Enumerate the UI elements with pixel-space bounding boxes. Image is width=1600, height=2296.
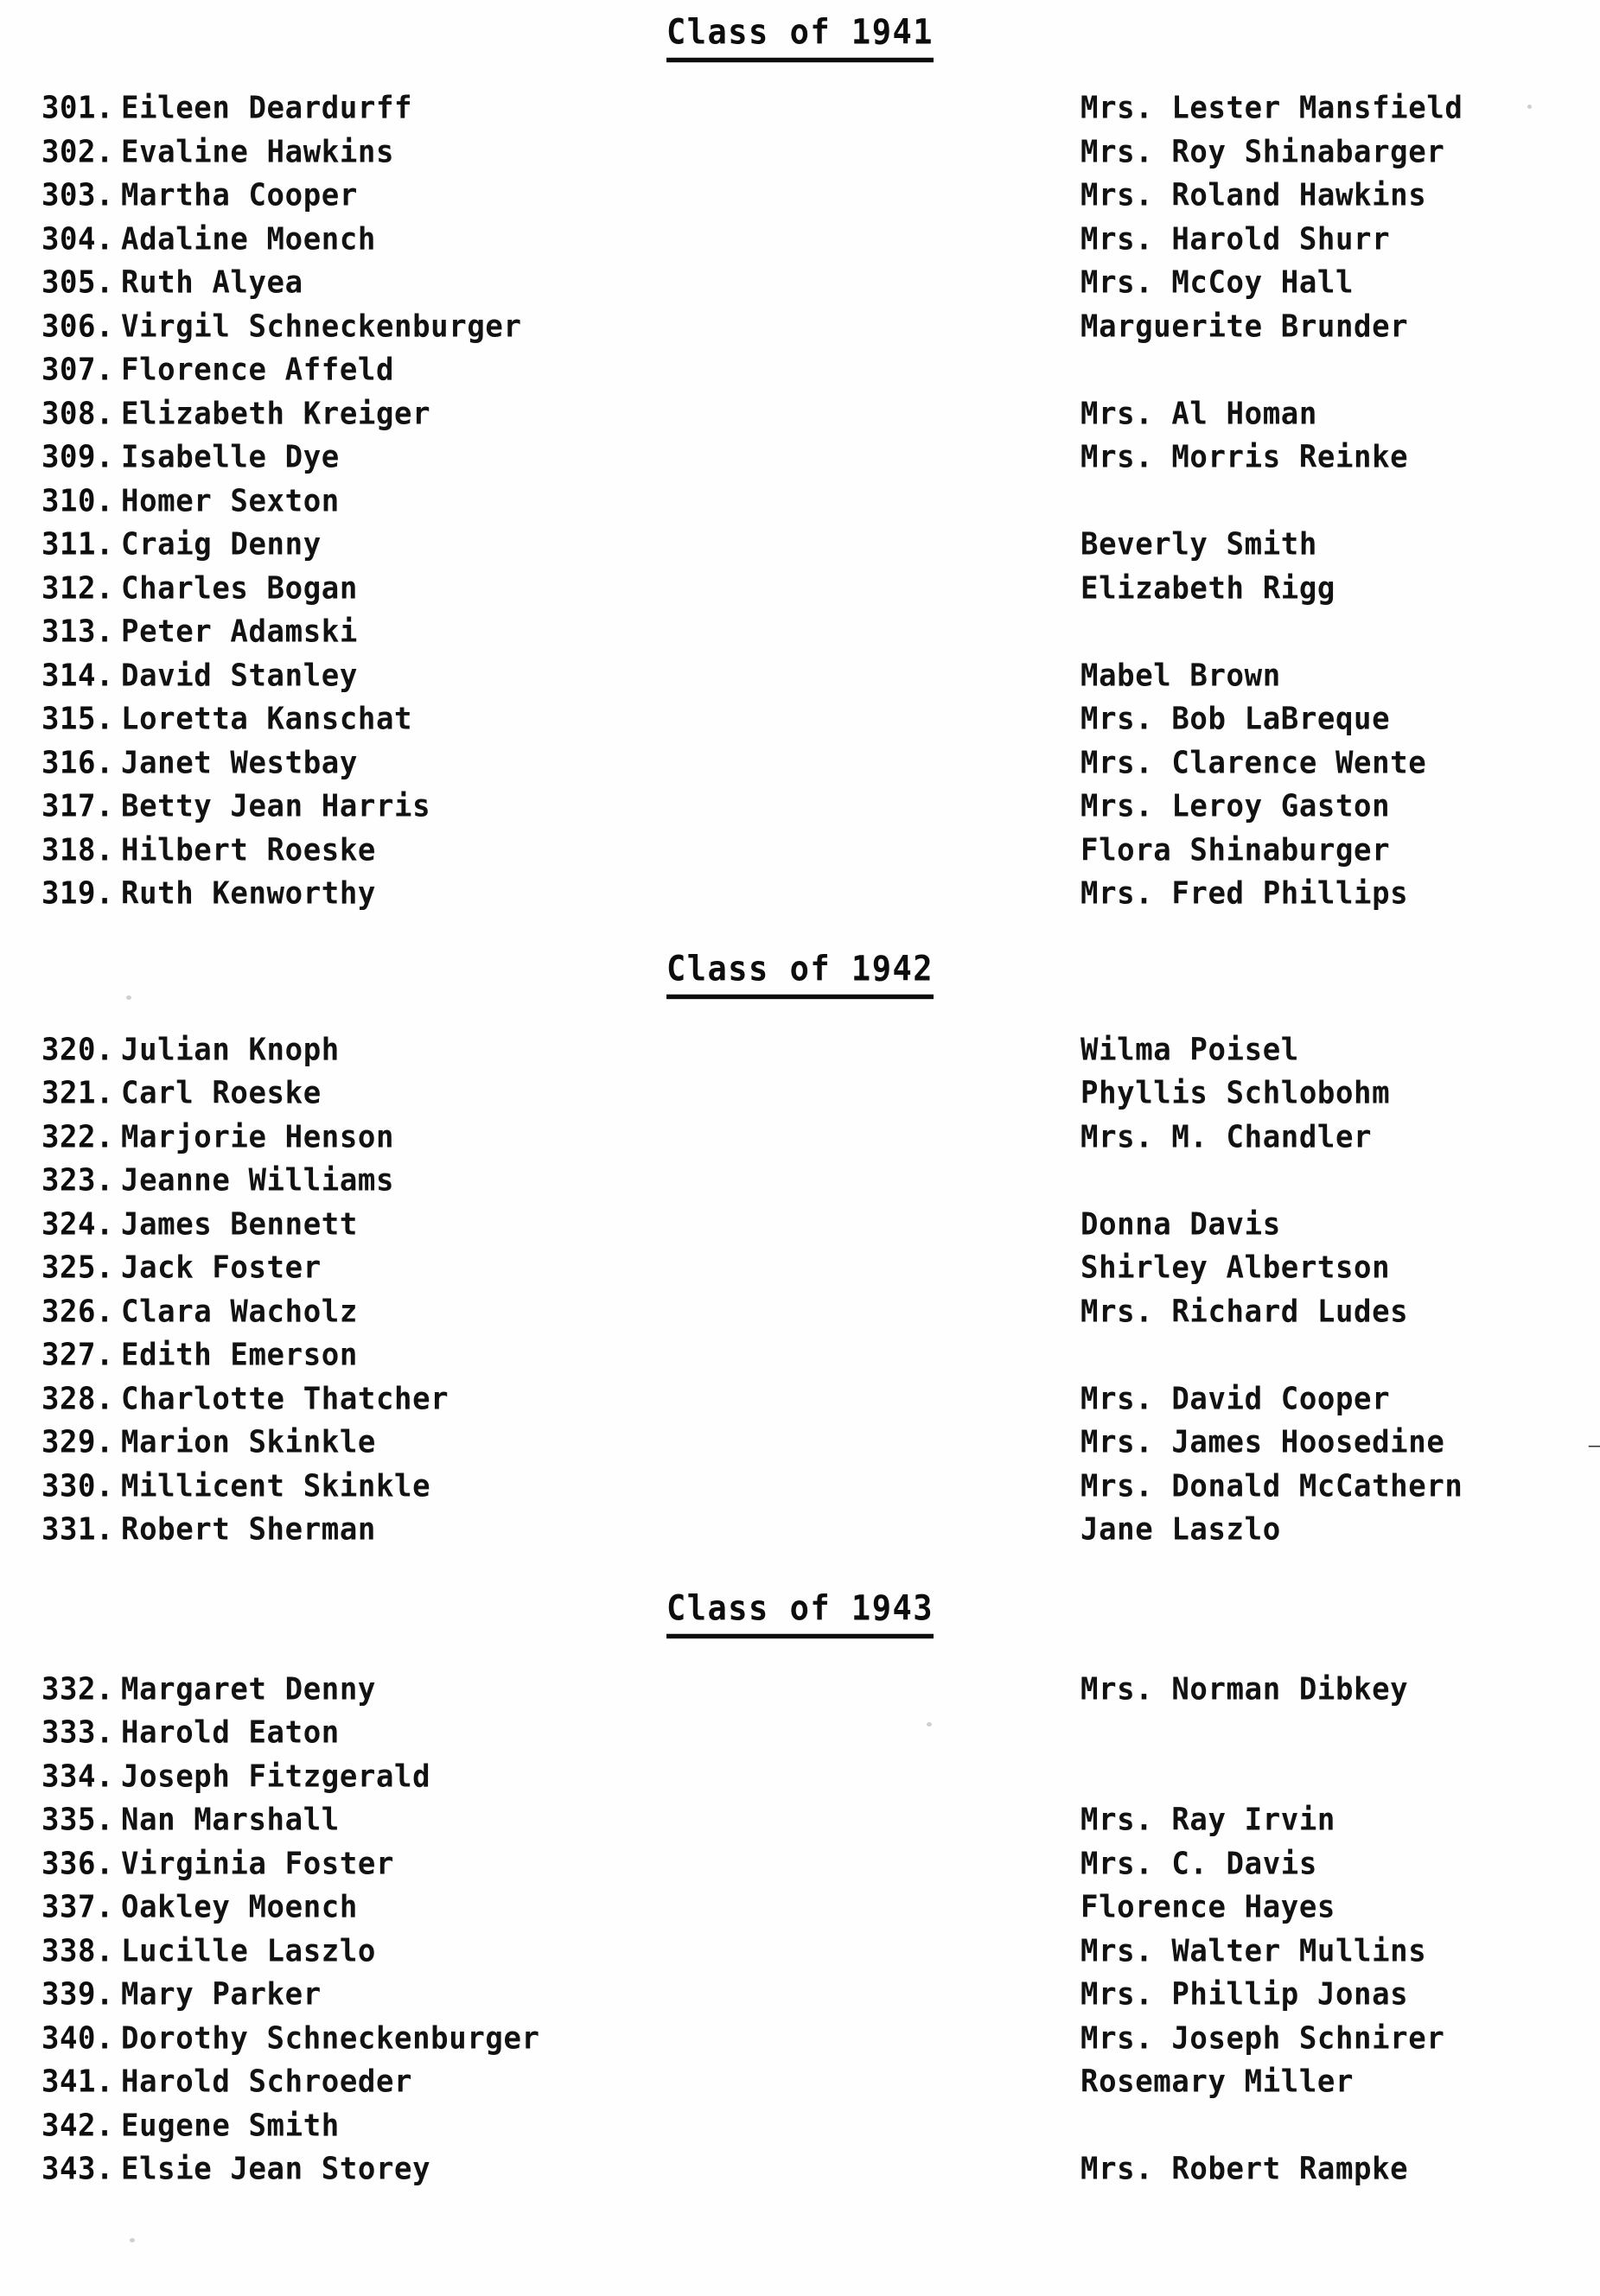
row-number: 335. (41, 1801, 114, 1838)
row-married-name: Jane Laszlo (1080, 1511, 1281, 1548)
row-number: 305. (41, 264, 114, 301)
table-row (0, 697, 1600, 741)
row-married-name: Flora Shinaburger (1080, 831, 1391, 868)
row-name: Mary Parker (121, 1975, 322, 2013)
table-row (0, 654, 1600, 698)
row-number: 312. (41, 569, 114, 607)
row-number: 311. (41, 525, 114, 563)
table-row (0, 2104, 1600, 2148)
row-number: 304. (41, 220, 114, 258)
row-number: 334. (41, 1758, 114, 1795)
table-row (0, 261, 1600, 305)
table-row (0, 348, 1600, 392)
row-name: Peter Adamski (121, 613, 358, 650)
table-row (0, 1377, 1600, 1421)
row-married-name: Mrs. Robert Rampke (1080, 2150, 1409, 2187)
section-heading-label: Class of 1941 (666, 12, 934, 62)
row-number: 339. (41, 1975, 114, 2013)
row-name: Craig Denny (121, 525, 322, 563)
row-number: 316. (41, 744, 114, 781)
row-name: Elizabeth Kreiger (121, 395, 431, 432)
row-married-name: Elizabeth Rigg (1080, 569, 1335, 607)
row-name: Betty Jean Harris (121, 787, 431, 824)
row-name: Evaline Hawkins (121, 133, 395, 170)
row-number: 329. (41, 1423, 114, 1460)
table-row (0, 1711, 1600, 1755)
roster-list-1942 (0, 997, 1600, 1552)
row-married-name: Mrs. M. Chandler (1080, 1118, 1373, 1155)
table-row (0, 305, 1600, 349)
row-number: 332. (41, 1670, 114, 1708)
row-number: 320. (41, 1031, 114, 1068)
row-married-name: Mrs. Bob LaBreque (1080, 700, 1391, 737)
row-number: 330. (41, 1467, 114, 1504)
table-row (0, 1755, 1600, 1799)
row-name: Carl Roeske (121, 1074, 322, 1111)
section-heading-label: Class of 1942 (666, 948, 934, 998)
row-married-name: Phyllis Schlobohm (1080, 1074, 1391, 1111)
table-row (0, 1203, 1600, 1247)
row-name: Dorothy Schneckenburger (121, 2019, 540, 2057)
row-name: Edith Emerson (121, 1336, 358, 1373)
row-name: Eileen Deardurff (121, 89, 413, 126)
row-name: Jeanne Williams (121, 1161, 395, 1199)
row-number: 343. (41, 2150, 114, 2187)
row-name: Oakley Moench (121, 1888, 358, 1925)
row-name: Ruth Alyea (121, 264, 303, 301)
row-number: 321. (41, 1074, 114, 1111)
row-number: 315. (41, 700, 114, 737)
row-married-name: Mrs. Harold Shurr (1080, 220, 1391, 258)
table-row (0, 1930, 1600, 1974)
row-married-name: Mrs. Phillip Jonas (1080, 1975, 1409, 2013)
table-row (0, 480, 1600, 524)
row-name: Marjorie Henson (121, 1118, 395, 1155)
row-name: Marion Skinkle (121, 1423, 376, 1460)
stray-ink-mark: — (1588, 1435, 1600, 1457)
table-row (0, 1508, 1600, 1552)
row-married-name: Beverly Smith (1080, 525, 1317, 563)
row-number: 324. (41, 1205, 114, 1243)
row-married-name: Mrs. McCoy Hall (1080, 264, 1355, 301)
row-married-name: Mrs. Roy Shinabarger (1080, 133, 1445, 170)
row-number: 318. (41, 831, 114, 868)
section-heading-1941 (0, 0, 1600, 60)
table-row (0, 785, 1600, 829)
row-number: 326. (41, 1293, 114, 1330)
row-name: Virgil Schneckenburger (121, 308, 522, 345)
row-number: 308. (41, 395, 114, 432)
row-married-name: Mrs. Fred Phillips (1080, 875, 1409, 912)
table-row (0, 610, 1600, 654)
row-married-name: Shirley Albertson (1080, 1249, 1391, 1286)
row-married-name: Mrs. Leroy Gaston (1080, 787, 1391, 824)
row-number: 337. (41, 1888, 114, 1925)
row-number: 341. (41, 2063, 114, 2100)
row-married-name: Mrs. Joseph Schnirer (1080, 2019, 1445, 2057)
table-row (0, 1465, 1600, 1509)
row-married-name: Wilma Poisel (1080, 1031, 1299, 1068)
row-name: Homer Sexton (121, 482, 340, 519)
row-number: 331. (41, 1511, 114, 1548)
table-row (0, 1668, 1600, 1712)
row-number: 301. (41, 89, 114, 126)
table-row (0, 741, 1600, 785)
row-name: Florence Affeld (121, 351, 395, 388)
row-number: 314. (41, 657, 114, 694)
row-married-name: Mrs. Ray Irvin (1080, 1801, 1335, 1838)
row-name: Virginia Foster (121, 1845, 395, 1882)
row-married-name: Marguerite Brunder (1080, 308, 1409, 345)
table-row (0, 1159, 1600, 1203)
table-row (0, 1798, 1600, 1842)
row-married-name: Mrs. Richard Ludes (1080, 1293, 1409, 1330)
row-name: Martha Cooper (121, 176, 358, 213)
row-number: 319. (41, 875, 114, 912)
row-name: Lucille Laszlo (121, 1932, 376, 1969)
row-name: David Stanley (121, 657, 358, 694)
table-row (0, 523, 1600, 567)
row-number: 338. (41, 1932, 114, 1969)
row-married-name: Mrs. Al Homan (1080, 395, 1317, 432)
row-number: 336. (41, 1845, 114, 1882)
row-number: 309. (41, 438, 114, 475)
table-row (0, 1072, 1600, 1116)
row-number: 307. (41, 351, 114, 388)
table-row (0, 1333, 1600, 1377)
table-row (0, 218, 1600, 262)
table-row (0, 1246, 1600, 1290)
row-number: 333. (41, 1714, 114, 1751)
row-married-name: Mrs. Walter Mullins (1080, 1932, 1427, 1969)
row-name: Robert Sherman (121, 1511, 376, 1548)
table-row (0, 86, 1600, 130)
table-row (0, 829, 1600, 873)
row-number: 310. (41, 482, 114, 519)
table-row (0, 2017, 1600, 2061)
row-married-name: Mrs. James Hoosedine (1080, 1423, 1445, 1460)
row-married-name: Mrs. Clarence Wente (1080, 744, 1427, 781)
row-name: Joseph Fitzgerald (121, 1758, 431, 1795)
table-row (0, 872, 1600, 916)
table-row (0, 1290, 1600, 1334)
row-name: Charles Bogan (121, 569, 358, 607)
table-row (0, 436, 1600, 480)
row-number: 323. (41, 1161, 114, 1199)
row-number: 317. (41, 787, 114, 824)
row-name: Harold Eaton (121, 1714, 340, 1751)
row-number: 306. (41, 308, 114, 345)
row-name: Harold Schroeder (121, 2063, 413, 2100)
table-row (0, 1421, 1600, 1465)
row-name: Adaline Moench (121, 220, 376, 258)
section-heading-1943 (0, 1552, 1600, 1637)
row-married-name: Florence Hayes (1080, 1888, 1335, 1925)
row-name: Isabelle Dye (121, 438, 340, 475)
row-married-name: Donna Davis (1080, 1205, 1281, 1243)
row-number: 340. (41, 2019, 114, 2057)
row-name: Julian Knoph (121, 1031, 340, 1068)
row-name: Elsie Jean Storey (121, 2150, 431, 2187)
table-row (0, 1842, 1600, 1886)
row-number: 325. (41, 1249, 114, 1286)
row-number: 303. (41, 176, 114, 213)
roster-list-1943 (0, 1637, 1600, 2191)
row-married-name: Mrs. Lester Mansfield (1080, 89, 1463, 126)
row-married-name: Mrs. David Cooper (1080, 1380, 1391, 1417)
table-row (0, 2060, 1600, 2104)
row-name: Clara Wacholz (121, 1293, 358, 1330)
row-number: 328. (41, 1380, 114, 1417)
row-name: Jack Foster (121, 1249, 322, 1286)
row-married-name: Mrs. Roland Hawkins (1080, 176, 1427, 213)
row-name: Hilbert Roeske (121, 831, 376, 868)
roster-list-1941 (0, 60, 1600, 916)
table-row (0, 2147, 1600, 2191)
row-married-name: Mrs. Donald McCathern (1080, 1467, 1463, 1504)
row-number: 322. (41, 1118, 114, 1155)
table-row (0, 1028, 1600, 1072)
table-row (0, 130, 1600, 175)
row-name: James Bennett (121, 1205, 358, 1243)
row-number: 302. (41, 133, 114, 170)
row-married-name: Mabel Brown (1080, 657, 1281, 694)
row-name: Eugene Smith (121, 2107, 340, 2144)
row-name: Millicent Skinkle (121, 1467, 431, 1504)
row-number: 327. (41, 1336, 114, 1373)
row-married-name: Rosemary Miller (1080, 2063, 1355, 2100)
table-row (0, 392, 1600, 436)
row-name: Charlotte Thatcher (121, 1380, 449, 1417)
section-heading-1942 (0, 916, 1600, 997)
paper-speck (130, 2238, 135, 2242)
row-name: Janet Westbay (121, 744, 358, 781)
row-married-name: Mrs. Morris Reinke (1080, 438, 1409, 475)
table-row (0, 567, 1600, 611)
section-heading-label: Class of 1943 (666, 1587, 934, 1638)
table-row (0, 1886, 1600, 1930)
table-row (0, 1116, 1600, 1160)
row-name: Margaret Denny (121, 1670, 376, 1708)
row-name: Ruth Kenworthy (121, 875, 376, 912)
table-row (0, 174, 1600, 218)
row-married-name: Mrs. C. Davis (1080, 1845, 1317, 1882)
row-number: 313. (41, 613, 114, 650)
row-name: Nan Marshall (121, 1801, 340, 1838)
row-married-name: Mrs. Norman Dibkey (1080, 1670, 1409, 1708)
table-row (0, 1973, 1600, 2017)
row-name: Loretta Kanschat (121, 700, 413, 737)
row-number: 342. (41, 2107, 114, 2144)
